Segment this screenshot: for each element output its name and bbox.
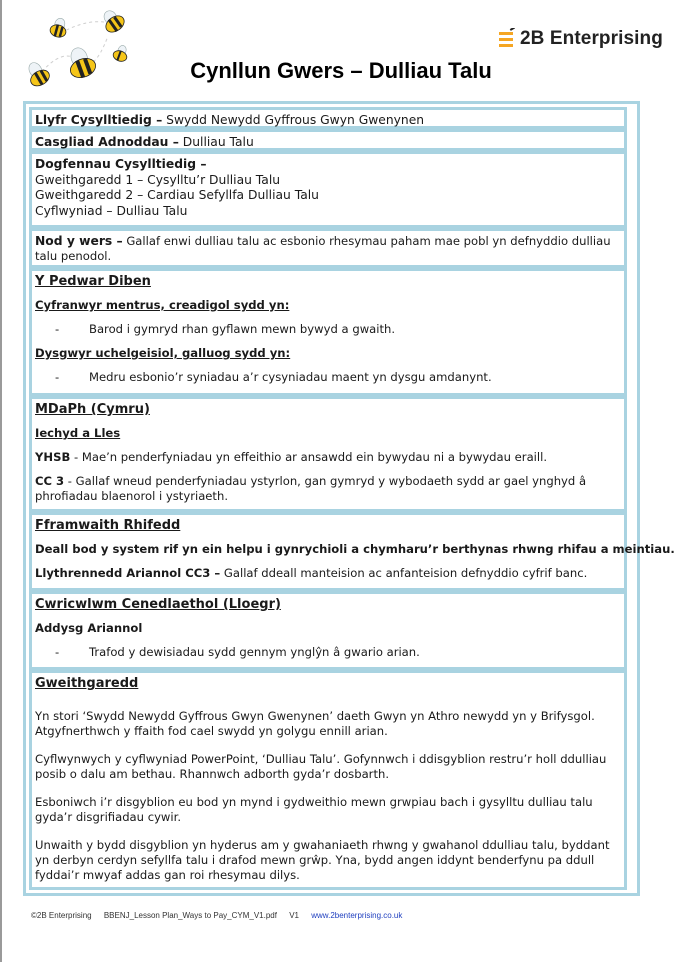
four-purposes-section <box>29 268 627 396</box>
activity-section <box>29 670 627 890</box>
lesson-plan-table <box>23 101 675 896</box>
related-book-value: Swydd Newydd Gyffrous Gwyn Gwenynen <box>162 113 425 127</box>
related-document-item: Gweithgaredd 1 – Cysylltu’r Dulliau Talu <box>35 172 281 187</box>
related-documents-section <box>29 151 627 228</box>
footer-filename: BBENJ_Lesson Plan_Ways to Pay_CYM_V1.pdf <box>103 911 277 920</box>
four-purposes-subheading: Dysgwyr uchelgeisiol, galluog sydd yn: <box>35 346 291 360</box>
footer-version: V1 <box>289 911 299 920</box>
bee-icon <box>49 16 69 38</box>
related-document-item: Gweithgaredd 2 – Cardiau Sefyllfa Dulliau Talu <box>35 188 319 202</box>
lesson-aim-label: Nod y wers – <box>35 234 123 248</box>
numeracy-item-label: Llythrennedd Ariannol CC3 – <box>35 566 221 580</box>
numeracy-statement: Deall bod y system rif yn ein helpu i gynrychioli a chymharu’r berthynas rhwng rhifau a meintiau. <box>35 542 675 556</box>
logo-text: 2B Enterprising <box>520 28 663 49</box>
footer <box>31 911 412 920</box>
four-purposes-heading: Y Pedwar Diben <box>35 274 151 289</box>
related-book-label: Llyfr Cysylltiedig – <box>35 113 163 127</box>
aole-item-label: YHSB <box>35 450 71 464</box>
footer-copyright: ©2B Enterprising <box>31 911 92 920</box>
aole-section <box>29 396 627 512</box>
bees-illustration <box>8 6 148 101</box>
list-item: - Trafod y dewisiadau sydd gennym ynglŷn â gwario arian. <box>55 645 420 659</box>
footer-website-link[interactable]: www.2benterprising.co.uk <box>311 911 403 920</box>
related-documents-label: Dogfennau Cysylltiedig – <box>35 157 207 171</box>
aole-item-label: CC 3 <box>35 474 65 488</box>
resource-collection-value: Dulliau Talu <box>178 135 254 149</box>
list-item-text: Barod i gymryd rhan gyflawn mewn bywyd a gwaith. <box>89 322 396 336</box>
national-curriculum-subheading: Addysg Ariannol <box>35 621 143 635</box>
activity-paragraph: Esboniwch i’r disgyblion eu bod yn mynd i gydweithio mewn grwpiau bach i gysylltu dulliau talu gyda’r disgrifiadau cywir. <box>35 795 593 824</box>
resource-collection-label: Casgliad Adnoddau – <box>35 135 179 149</box>
related-book-section <box>29 107 627 129</box>
resource-collection-section <box>29 129 627 151</box>
aole-subheading: Iechyd a Lles <box>35 426 121 440</box>
activity-paragraph: Cyflwynwych y cyflwyniad PowerPoint, ‘Dulliau Talu’. Gofynnwch i ddisgyblion restru’r holl ddulliau posib o dalu am bethau. Rhannwch adborth gyda’r dosbarth. <box>35 752 607 781</box>
brand-logo <box>497 28 663 50</box>
logo-mark-icon <box>497 28 517 50</box>
numeracy-section <box>29 512 675 591</box>
list-item: - Barod i gymryd rhan gyflawn mewn bywyd a gwaith. <box>55 322 396 336</box>
activity-paragraph: Yn stori ‘Swydd Newydd Gyffrous Gwyn Gwenynen’ daeth Gwyn yn Athro newydd yn y Brifysgol. Atgyfnerthwch y ffaith fod cael swydd yn golygu ennill arian. <box>35 709 595 738</box>
lesson-aim-text: Gallaf enwi dulliau talu ac esbonio rhesymau paham mae pobl yn defnyddio dulliau talu penodol. <box>35 234 611 263</box>
list-item: - Medru esbonio’r syniadau a’r cysyniadau maent yn dysgu amdanynt. <box>55 370 492 384</box>
numeracy-item-text: Gallaf ddeall manteision ac anfanteision defnyddio cyfrif banc. <box>220 566 588 580</box>
aole-item-text: - Gallaf wneud penderfyniadau ystyrlon, gan gymryd y wybodaeth sydd ar gael ynghyd â phrofiadau blaenorol i ystyriaeth. <box>35 474 587 503</box>
lesson-aim-section <box>29 228 627 268</box>
aole-item-text: - Mae’n penderfyniadau yn effeithio ar ansawdd ein bywydau ni a bywydau eraill. <box>70 450 548 464</box>
page-title: Cynllun Gwers – Dulliau Talu <box>190 58 492 83</box>
numeracy-heading: Fframwaith Rhifedd <box>35 518 181 533</box>
national-curriculum-section <box>29 591 627 670</box>
national-curriculum-heading: Cwricwlwm Cenedlaethol (Lloegr) <box>35 597 281 612</box>
activity-paragraph: Unwaith y bydd disgyblion yn hyderus am y gwahaniaeth rhwng y gwahanol ddulliau talu, byddant yn derbyn cerdyn sefyllfa talu i drafod mewn grŵp. Yna, bydd angen iddynt benderfynu pa ddull fyddai’r mwyaf addas gan roi rhesymau dilys. <box>35 838 610 882</box>
aole-heading: MDaPh (Cymru) <box>35 402 150 417</box>
page-edge <box>0 0 2 962</box>
list-item-text: Medru esbonio’r syniadau a’r cysyniadau maent yn dysgu amdanynt. <box>89 370 492 384</box>
related-document-item: Cyflwyniad – Dulliau Talu <box>35 203 188 218</box>
activity-heading: Gweithgaredd <box>35 676 139 691</box>
list-item-text: Trafod y dewisiadau sydd gennym ynglŷn â gwario arian. <box>89 645 420 659</box>
bee-icon <box>98 6 127 35</box>
four-purposes-subheading: Cyfranwyr mentrus, creadigol sydd yn: <box>35 298 290 312</box>
